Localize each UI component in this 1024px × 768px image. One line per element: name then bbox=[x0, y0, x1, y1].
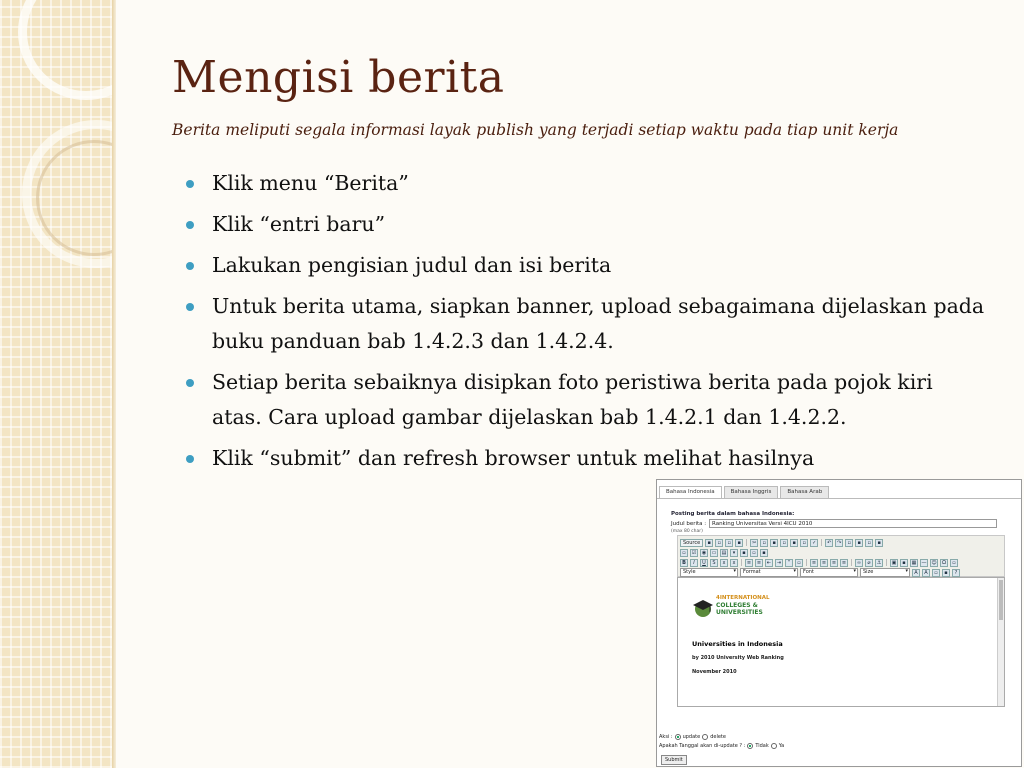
undo-icon[interactable]: ↶ bbox=[827, 539, 832, 546]
content-line: by 2010 University Web Ranking bbox=[692, 655, 784, 661]
embedded-editor-screenshot bbox=[656, 479, 1022, 767]
toolbar-separator bbox=[806, 559, 807, 566]
select-field-icon[interactable]: ▾ bbox=[730, 549, 738, 557]
horizontal-rule-icon[interactable]: — bbox=[921, 559, 927, 566]
bullet-item: Klik “submit” dan refresh browser untuk melihat hasilnya bbox=[186, 441, 986, 476]
textarea-icon[interactable]: ▤ bbox=[721, 549, 727, 556]
page-break-icon[interactable]: ▫ bbox=[950, 559, 958, 567]
toolbar-row bbox=[680, 568, 960, 577]
form-heading: Posting berita dalam bahasa Indonesia: bbox=[671, 511, 795, 517]
logo-text: UNIVERSITIES bbox=[716, 609, 763, 616]
tanggal-tidak-label: Tidak bbox=[755, 743, 769, 749]
toolbar-separator bbox=[886, 559, 887, 566]
aksi-delete-radio[interactable] bbox=[702, 734, 708, 740]
outdent-icon[interactable]: ⇤ bbox=[766, 559, 772, 566]
judul-input[interactable]: Ranking Universitas Versi 4ICU 2010 bbox=[709, 519, 997, 528]
print-icon[interactable]: ▫ bbox=[800, 539, 808, 547]
paste-text-icon[interactable]: ▫ bbox=[780, 539, 788, 547]
align-right-icon[interactable]: ≡ bbox=[831, 559, 837, 566]
bullet-item: Lakukan pengisian judul dan isi berita bbox=[186, 248, 986, 283]
font-select[interactable]: Font ▾ bbox=[800, 568, 858, 577]
logo-text: COLLEGES & bbox=[716, 602, 758, 609]
show-blocks-icon[interactable]: ▪ bbox=[942, 569, 950, 577]
toolbar-separator bbox=[741, 559, 742, 566]
decorative-ring bbox=[18, 0, 112, 100]
preview-icon[interactable]: ▫ bbox=[725, 539, 733, 547]
maximize-icon[interactable]: ▫ bbox=[932, 569, 940, 577]
content-line: November 2010 bbox=[692, 669, 737, 675]
aksi-update-radio[interactable] bbox=[675, 734, 681, 740]
toolbar-row bbox=[680, 548, 768, 557]
new-page-icon[interactable]: ▫ bbox=[715, 539, 723, 547]
bullet-item: Klik menu “Berita” bbox=[186, 166, 986, 201]
flash-icon[interactable]: ▪ bbox=[900, 559, 908, 567]
bullet-list bbox=[186, 166, 986, 482]
judul-note: (max 80 char) bbox=[671, 529, 703, 534]
spellcheck-icon[interactable]: ✓ bbox=[812, 539, 817, 546]
radio-icon[interactable]: ◉ bbox=[701, 549, 707, 556]
link-icon[interactable]: ∞ bbox=[856, 559, 862, 566]
align-center-icon[interactable]: ≡ bbox=[821, 559, 827, 566]
bulleted-list-icon[interactable]: ≡ bbox=[756, 559, 762, 566]
text-color-icon[interactable]: A bbox=[912, 569, 920, 577]
strikethrough-icon[interactable]: S bbox=[710, 559, 718, 567]
templates-icon[interactable]: ▪ bbox=[735, 539, 743, 547]
format-select[interactable]: Format ▾ bbox=[740, 568, 798, 577]
submit-button[interactable]: Submit bbox=[661, 755, 687, 765]
replace-icon[interactable]: ▪ bbox=[855, 539, 863, 547]
special-char-icon[interactable]: Ω bbox=[940, 559, 948, 567]
toolbar-row bbox=[680, 558, 958, 567]
justify-icon[interactable]: ≡ bbox=[841, 559, 847, 566]
slide-subtitle: Berita meliputi segala informasi layak publish yang terjadi setiap waktu pada tiap unit kerja bbox=[172, 121, 899, 139]
tab-bahasa-indonesia[interactable]: Bahasa Indonesia bbox=[659, 486, 722, 498]
checkbox-icon[interactable]: ☑ bbox=[691, 549, 697, 556]
superscript-icon[interactable]: x bbox=[730, 559, 738, 567]
paste-icon[interactable]: ▪ bbox=[770, 539, 778, 547]
aksi-row bbox=[659, 734, 726, 740]
button-field-icon[interactable]: ▪ bbox=[740, 549, 748, 557]
bg-color-icon[interactable]: A bbox=[922, 569, 930, 577]
4icu-logo bbox=[692, 594, 792, 624]
toolbar-row bbox=[680, 538, 883, 547]
bold-icon[interactable]: B bbox=[680, 559, 688, 567]
aksi-delete-label: delete bbox=[710, 734, 726, 740]
image-icon[interactable]: ▣ bbox=[891, 559, 897, 566]
editor-content-area[interactable] bbox=[677, 577, 1005, 707]
toolbar-separator bbox=[821, 539, 822, 546]
tab-divider bbox=[657, 498, 1021, 499]
size-select[interactable]: Size ▾ bbox=[860, 568, 910, 577]
indent-icon[interactable]: ⇥ bbox=[776, 559, 782, 566]
textfield-icon[interactable]: ▭ bbox=[711, 549, 717, 556]
aksi-label: Aksi : bbox=[659, 734, 673, 740]
paste-word-icon[interactable]: ▪ bbox=[790, 539, 798, 547]
about-icon[interactable]: ? bbox=[952, 569, 960, 577]
hidden-field-icon[interactable]: ▪ bbox=[760, 549, 768, 557]
bullet-item: Klik “entri baru” bbox=[186, 207, 986, 242]
anchor-icon[interactable]: ⚓ bbox=[876, 559, 882, 566]
redo-icon[interactable]: ↷ bbox=[837, 539, 842, 546]
bullet-item: Setiap berita sebaiknya disipkan foto peristiwa berita pada pojok kiri atas. Cara upload gambar dijelaskan bab 1.4.2.1 dan 1.4.2.2. bbox=[186, 365, 986, 435]
tanggal-label: Apakah Tanggal akan di-update ? : bbox=[659, 743, 746, 749]
select-all-icon[interactable]: ▫ bbox=[865, 539, 873, 547]
align-left-icon[interactable]: ≡ bbox=[811, 559, 817, 566]
blockquote-icon[interactable]: “ bbox=[785, 559, 793, 567]
div-icon[interactable]: ▫ bbox=[795, 559, 803, 567]
content-heading: Universities in Indonesia bbox=[692, 640, 783, 648]
editor-scrollbar[interactable] bbox=[997, 578, 1004, 706]
scrollbar-thumb[interactable] bbox=[999, 580, 1003, 620]
editor-toolbar bbox=[677, 535, 1005, 577]
decorative-side-panel bbox=[0, 0, 112, 768]
tanggal-row bbox=[659, 743, 784, 749]
find-icon[interactable]: ▫ bbox=[845, 539, 853, 547]
side-panel-edge bbox=[112, 0, 116, 768]
tanggal-ya-radio[interactable] bbox=[771, 743, 777, 749]
tanggal-tidak-radio[interactable] bbox=[747, 743, 753, 749]
save-icon[interactable]: ▪ bbox=[705, 539, 713, 547]
graduation-cap-icon bbox=[692, 596, 714, 618]
logo-text: 4INTERNATIONAL bbox=[716, 595, 770, 601]
language-tabs bbox=[659, 486, 831, 498]
toolbar-separator bbox=[746, 539, 747, 546]
smiley-icon[interactable]: ☺ bbox=[931, 559, 937, 566]
copy-icon[interactable]: ▫ bbox=[760, 539, 768, 547]
table-icon[interactable]: ▦ bbox=[911, 559, 917, 566]
style-select[interactable]: Style ▾ bbox=[680, 568, 738, 577]
image-button-icon[interactable]: ▫ bbox=[750, 549, 758, 557]
form-icon[interactable]: ▫ bbox=[680, 549, 688, 557]
subscript-icon[interactable]: x bbox=[720, 559, 728, 567]
judul-label: Judul berita : bbox=[671, 521, 707, 527]
bullet-item: Untuk berita utama, siapkan banner, upload sebagaimana dijelaskan pada buku panduan bab 1.4.2.3 dan 1.4.2.4. bbox=[186, 289, 986, 359]
unlink-icon[interactable]: ⌀ bbox=[865, 559, 873, 567]
toolbar-separator bbox=[851, 559, 852, 566]
tab-bahasa-arab[interactable]: Bahasa Arab bbox=[780, 486, 829, 498]
underline-icon[interactable]: U bbox=[700, 559, 708, 567]
remove-format-icon[interactable]: ▪ bbox=[875, 539, 883, 547]
tanggal-ya-label: Ya bbox=[778, 743, 785, 749]
italic-icon[interactable]: I bbox=[690, 559, 698, 567]
source-button[interactable]: Source bbox=[680, 539, 703, 547]
tab-bahasa-inggris[interactable]: Bahasa Inggris bbox=[724, 486, 779, 498]
cut-icon[interactable]: ✂ bbox=[752, 539, 757, 546]
numbered-list-icon[interactable]: ≡ bbox=[746, 559, 752, 566]
aksi-update-label: update bbox=[682, 734, 701, 740]
slide-title: Mengisi berita bbox=[172, 52, 505, 103]
